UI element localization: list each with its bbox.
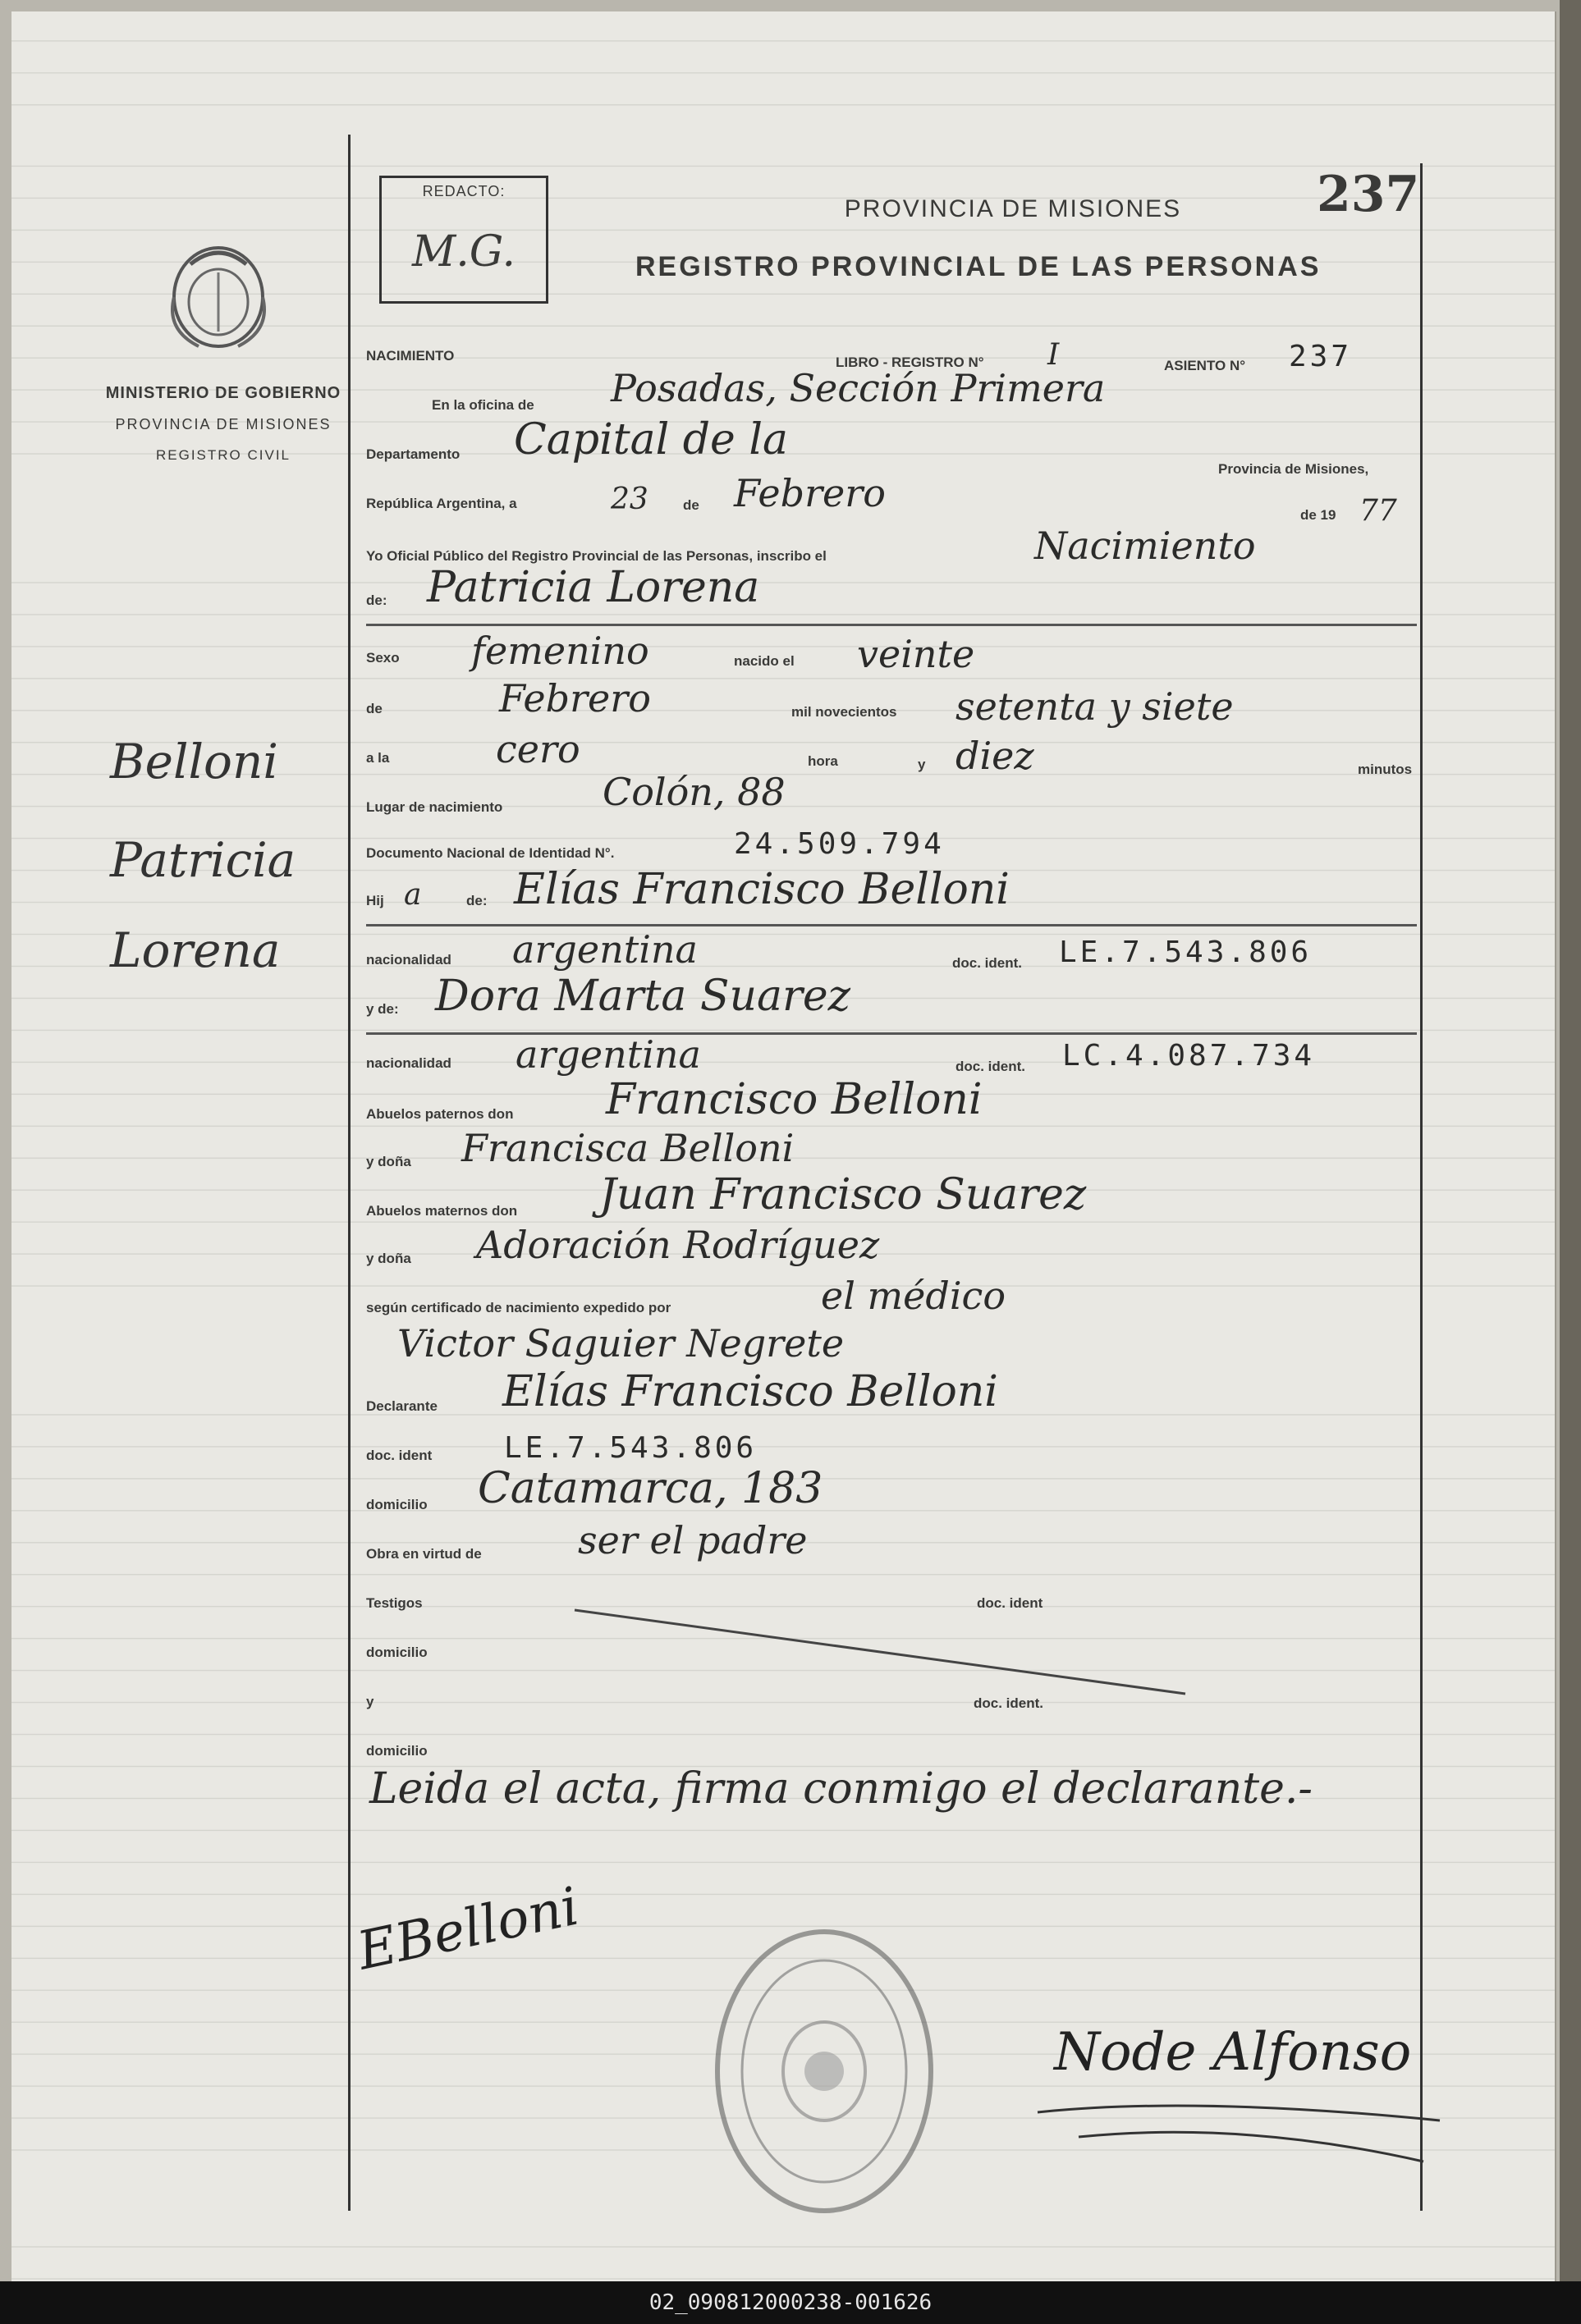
abuela-pat-value: Francisca Belloni: [461, 1126, 795, 1170]
oficial-label: Yo Oficial Público del Registro Provincial de las Personas, inscribo el: [366, 548, 827, 564]
abuelo-pat-value: Francisco Belloni: [606, 1075, 983, 1124]
departamento-value: Capital de la: [514, 415, 788, 464]
mil-label: mil novecientos: [791, 704, 897, 720]
asiento-label: ASIENTO N°: [1164, 358, 1246, 373]
y-label: y: [918, 757, 926, 772]
abuelos-pat-label: Abuelos paternos don: [366, 1106, 514, 1122]
redacto-label: REDACTO:: [422, 183, 506, 199]
lugar-label: Lugar de nacimiento: [366, 799, 503, 815]
doc-ident-t2-label: doc. ident.: [974, 1695, 1043, 1711]
redacto-initials: M.G.: [412, 227, 516, 277]
hijo-de-label: de:: [466, 893, 488, 908]
ministry-line-2: PROVINCIA DE MISIONES: [115, 416, 332, 432]
doc-ident-t1-label: doc. ident: [977, 1595, 1043, 1611]
official-stamp: [701, 1915, 947, 2227]
mes-value: Febrero: [734, 471, 886, 515]
declarante-value: Elías Francisco Belloni: [502, 1367, 998, 1416]
sexo-value: femenino: [471, 629, 649, 673]
declarant-signature: EBelloni: [352, 1876, 584, 1983]
oficina-label: En la oficina de: [432, 397, 534, 413]
margin-surname: Belloni: [110, 734, 278, 789]
doc2-label: doc. ident.: [955, 1059, 1025, 1074]
nacido-label: nacido el: [734, 653, 795, 669]
coat-of-arms-logo: [158, 240, 279, 355]
right-frame-line: [1420, 163, 1423, 2211]
hijo-label: Hij: [366, 893, 384, 908]
provincia-label: Provincia de Misiones,: [1218, 461, 1369, 477]
abuelos-mat-label: Abuelos maternos don: [366, 1203, 518, 1219]
anio-value: 77: [1359, 494, 1397, 528]
libro-label: LIBRO - REGISTRO N°: [836, 355, 984, 370]
book-binding: [1560, 0, 1581, 2281]
ydona1-label: y doña: [366, 1154, 411, 1169]
strike-line: [570, 1603, 1194, 1702]
departamento-label: Departamento: [366, 446, 461, 462]
y2-label: y: [366, 1694, 374, 1709]
nacimiento-label: NACIMIENTO: [366, 348, 455, 364]
footer-code: 02_090812000238-001626: [0, 2281, 1581, 2324]
nac2-label: nacionalidad: [366, 1055, 451, 1071]
asiento-value: 237: [1289, 340, 1353, 373]
ministry-line-1: MINISTERIO DE GOBIERNO: [105, 384, 341, 402]
ministry-block: [100, 377, 346, 471]
alas-label: a la: [366, 750, 390, 766]
minutos-label: minutos: [1358, 762, 1413, 777]
doc1-value: LE.7.543.806: [1059, 936, 1313, 969]
nac1-label: nacionalidad: [366, 952, 451, 968]
registry-title: REGISTRO PROVINCIAL DE LAS PERSONAS: [635, 251, 1322, 282]
nac2-value: argentina: [516, 1032, 701, 1077]
leida-phrase: Leida el acta, firma conmigo el declarante.-: [369, 1764, 1313, 1814]
docident-value: LE.7.543.806: [504, 1431, 758, 1465]
margin-second-name: Lorena: [110, 922, 281, 978]
doc2-value: LC.4.087.734: [1062, 1039, 1316, 1073]
domicilio-value: Catamarca, 183: [478, 1464, 823, 1513]
obra-value: ser el padre: [578, 1518, 808, 1562]
divider-line: [366, 924, 1417, 926]
hora-label: hora: [808, 753, 838, 769]
doc1-label: doc. ident.: [952, 955, 1022, 971]
redacto-box: [379, 176, 548, 304]
medico-value: Victor Saguier Negrete: [397, 1321, 845, 1366]
madre-value: Dora Marta Suarez: [435, 972, 851, 1021]
mes2-value: Febrero: [499, 676, 651, 721]
nombre-value: Patricia Lorena: [427, 563, 760, 612]
page-number: 237: [1317, 166, 1420, 223]
oficial-value: Nacimiento: [1034, 524, 1256, 568]
ydona2-label: y doña: [366, 1251, 411, 1266]
docident-label: doc. ident: [366, 1448, 433, 1463]
obra-label: Obra en virtud de: [366, 1546, 482, 1562]
province-title: PROVINCIA DE MISIONES: [844, 195, 1182, 222]
domicilio2-label: domicilio: [366, 1645, 428, 1660]
oficina-value: Posadas, Sección Primera: [611, 366, 1106, 410]
abuela-mat-value: Adoración Rodríguez: [476, 1223, 880, 1267]
padre-value: Elías Francisco Belloni: [514, 865, 1010, 914]
yde-label: y de:: [366, 1001, 399, 1017]
left-frame-line: [348, 135, 351, 2211]
signature-flourish: [1029, 2088, 1456, 2203]
nac1-value: argentina: [512, 927, 698, 972]
ministry-line-3: REGISTRO CIVIL: [155, 447, 291, 463]
abuelo-mat-value: Juan Francisco Suarez: [599, 1170, 1087, 1219]
hijo-suffix: a: [404, 878, 422, 912]
lugar-value: Colón, 88: [603, 770, 786, 814]
declarante-label: Declarante: [366, 1398, 438, 1414]
domicilio3-label: domicilio: [366, 1743, 428, 1759]
dni-value: 24.509.794: [734, 827, 945, 861]
margin-first-name: Patricia: [110, 832, 296, 888]
de2-label: de: [366, 701, 383, 716]
minutos-value: diez: [955, 734, 1034, 778]
certificado-label: según certificado de nacimiento expedido por: [366, 1300, 671, 1315]
sexo-label: Sexo: [366, 650, 400, 666]
republica-label: República Argentina, a: [366, 496, 517, 511]
domicilio-label: domicilio: [366, 1497, 428, 1512]
divider-line: [366, 624, 1417, 626]
nacido-value: veinte: [857, 632, 975, 676]
certificado-value: el médico: [821, 1274, 1006, 1318]
de-nombre-label: de:: [366, 592, 387, 608]
testigos-label: Testigos: [366, 1595, 423, 1611]
official-signature: Node Alfonso: [1054, 2022, 1412, 2083]
anio-label: de 19: [1300, 507, 1336, 523]
libro-value: I: [1047, 338, 1060, 372]
dia-value: 23: [611, 483, 648, 516]
anio2-value: setenta y siete: [955, 684, 1234, 729]
hora-value: cero: [496, 727, 580, 771]
dni-label: Documento Nacional de Identidad N°.: [366, 845, 615, 861]
document-page: [11, 11, 1556, 2281]
de-label: de: [683, 497, 699, 513]
